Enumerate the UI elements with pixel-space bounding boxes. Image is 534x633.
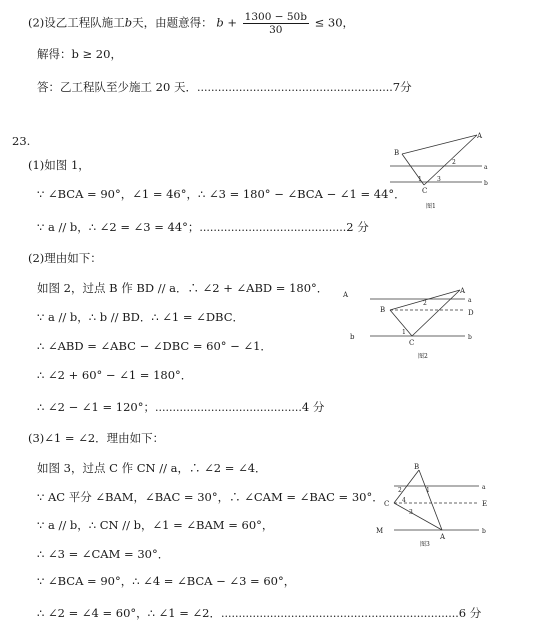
question-number: 23. bbox=[12, 134, 31, 148]
line-1-var: b bbox=[124, 15, 133, 30]
fig2-label-b: b bbox=[468, 334, 472, 341]
solution-line-2: 解得：b ≥ 20， bbox=[37, 47, 122, 61]
part3-line-6-score: 6 分 bbox=[458, 606, 482, 620]
part2-line-5 bbox=[37, 400, 324, 415]
part2-line-5-dots: .......................................... bbox=[154, 401, 302, 414]
line-1-tail: ≤ 30， bbox=[314, 15, 355, 30]
fig1-label-B: B bbox=[394, 149, 400, 157]
fig3-label-a: a bbox=[482, 484, 486, 491]
fig2-caption: 图2 bbox=[418, 353, 428, 360]
fig2-label-C: C bbox=[409, 339, 415, 347]
fig3-label-b: b bbox=[482, 528, 486, 535]
fig2-angle-1: 1 bbox=[402, 329, 406, 336]
fig2-left-b: b bbox=[350, 333, 355, 341]
answer-text: 答：乙工程队至少施工 20 天． bbox=[37, 80, 197, 94]
fig2-label-D: D bbox=[468, 309, 474, 317]
part1-line-2-text: ∵ a // b，∴ ∠2 = ∠3 = 44°； bbox=[37, 220, 200, 234]
fig2-label-B: B bbox=[380, 306, 386, 314]
part3-line-6-dots: .................................................................... bbox=[220, 607, 459, 620]
fig3-caption: 图3 bbox=[420, 541, 430, 548]
solution-line-1 bbox=[28, 11, 354, 36]
part3-heading: (3)∠1 = ∠2．理由如下： bbox=[28, 431, 165, 445]
part3-line-5: ∵ ∠BCA = 90°，∴ ∠4 = ∠BCA − ∠3 = 60°， bbox=[37, 574, 296, 588]
figure-1 bbox=[382, 128, 502, 214]
figure-2 bbox=[340, 283, 480, 363]
part3-line-4: ∴ ∠3 = ∠CAM = 30°． bbox=[37, 547, 170, 561]
fig3-angle-4: 4 bbox=[402, 497, 406, 504]
part1-heading: (1)如图 1， bbox=[28, 158, 90, 172]
fig2-angle-2: 2 bbox=[423, 300, 427, 307]
fig2-left-A: A bbox=[343, 291, 349, 299]
part1-line-2 bbox=[37, 220, 369, 235]
fraction-denominator: 30 bbox=[269, 24, 283, 36]
part2-line-1: 如图 2，过点 B 作 BD // a．∴ ∠2 + ∠ABD = 180°． bbox=[37, 281, 329, 295]
part2-line-4: ∴ ∠2 + 60° − ∠1 = 180°． bbox=[37, 368, 193, 382]
part3-line-3: ∵ a // b，∴ CN // b，∠1 = ∠BAM = 60°， bbox=[37, 518, 274, 532]
line-1-b: b bbox=[216, 15, 224, 30]
part2-heading: (2)理由如下： bbox=[28, 251, 102, 265]
part3-line-1: 如图 3，过点 C 作 CN // a，∴ ∠2 = ∠4． bbox=[37, 461, 267, 475]
part1-line-2-dots: .......................................... bbox=[199, 221, 347, 234]
line-1-plus: + bbox=[227, 15, 237, 30]
fig1-caption: 图1 bbox=[426, 203, 436, 210]
line-1-prefix: (2)设乙工程队施工 bbox=[28, 15, 125, 30]
fig3-label-M: M bbox=[376, 527, 384, 535]
fig1-angle-1: 1 bbox=[418, 176, 422, 183]
part2-line-5-score: 4 分 bbox=[301, 400, 325, 414]
fig1-label-A: A bbox=[477, 132, 483, 140]
part2-line-2: ∵ a // b，∴ b // BD．∴ ∠1 = ∠DBC． bbox=[37, 310, 245, 324]
part3-line-2: ∵ AC 平分 ∠BAM，∠BAC = 30°，∴ ∠CAM = ∠BAC = 30°． bbox=[37, 490, 384, 504]
line-1-mid: 天，由题意得： bbox=[132, 15, 213, 30]
part3-line-6 bbox=[37, 606, 481, 621]
fig3-label-E: E bbox=[482, 500, 488, 508]
answer-score: 7分 bbox=[392, 80, 412, 94]
fig3-label-C: C bbox=[384, 500, 390, 508]
fraction bbox=[243, 11, 309, 36]
fig3-label-B: B bbox=[414, 463, 420, 471]
fig1-angle-2: 2 bbox=[452, 159, 456, 166]
fig3-angle-1: 1 bbox=[426, 487, 430, 494]
fig2-label-a: a bbox=[468, 297, 472, 304]
part2-line-5-text: ∴ ∠2 − ∠1 = 120°； bbox=[37, 400, 155, 414]
fig1-angle-3: 3 bbox=[437, 176, 441, 183]
answer-line bbox=[37, 80, 412, 95]
fig3-angle-3: 3 bbox=[409, 509, 413, 516]
fig3-label-A: A bbox=[440, 533, 446, 541]
part2-line-3: ∴ ∠ABD = ∠ABC − ∠DBC = 60° − ∠1． bbox=[37, 339, 272, 353]
fig2-label-A: A bbox=[460, 287, 466, 295]
answer-dots: ........................................................ bbox=[196, 81, 393, 94]
part1-line-1: ∵ ∠BCA = 90°，∠1 = 46°，∴ ∠3 = 180° − ∠BCA − ∠1 = 44°． bbox=[37, 187, 406, 201]
fig3-angle-2: 2 bbox=[398, 487, 402, 494]
part3-line-6-text: ∴ ∠2 = ∠4 = 60°，∴ ∠1 = ∠2． bbox=[37, 606, 221, 620]
fraction-numerator: 1300 − 50b bbox=[244, 11, 307, 23]
part1-line-2-score: 2 分 bbox=[346, 220, 369, 234]
fig1-label-b: b bbox=[484, 180, 488, 187]
figure-3 bbox=[374, 462, 504, 548]
fig1-label-a: a bbox=[484, 164, 488, 171]
fig1-label-C: C bbox=[422, 187, 428, 195]
